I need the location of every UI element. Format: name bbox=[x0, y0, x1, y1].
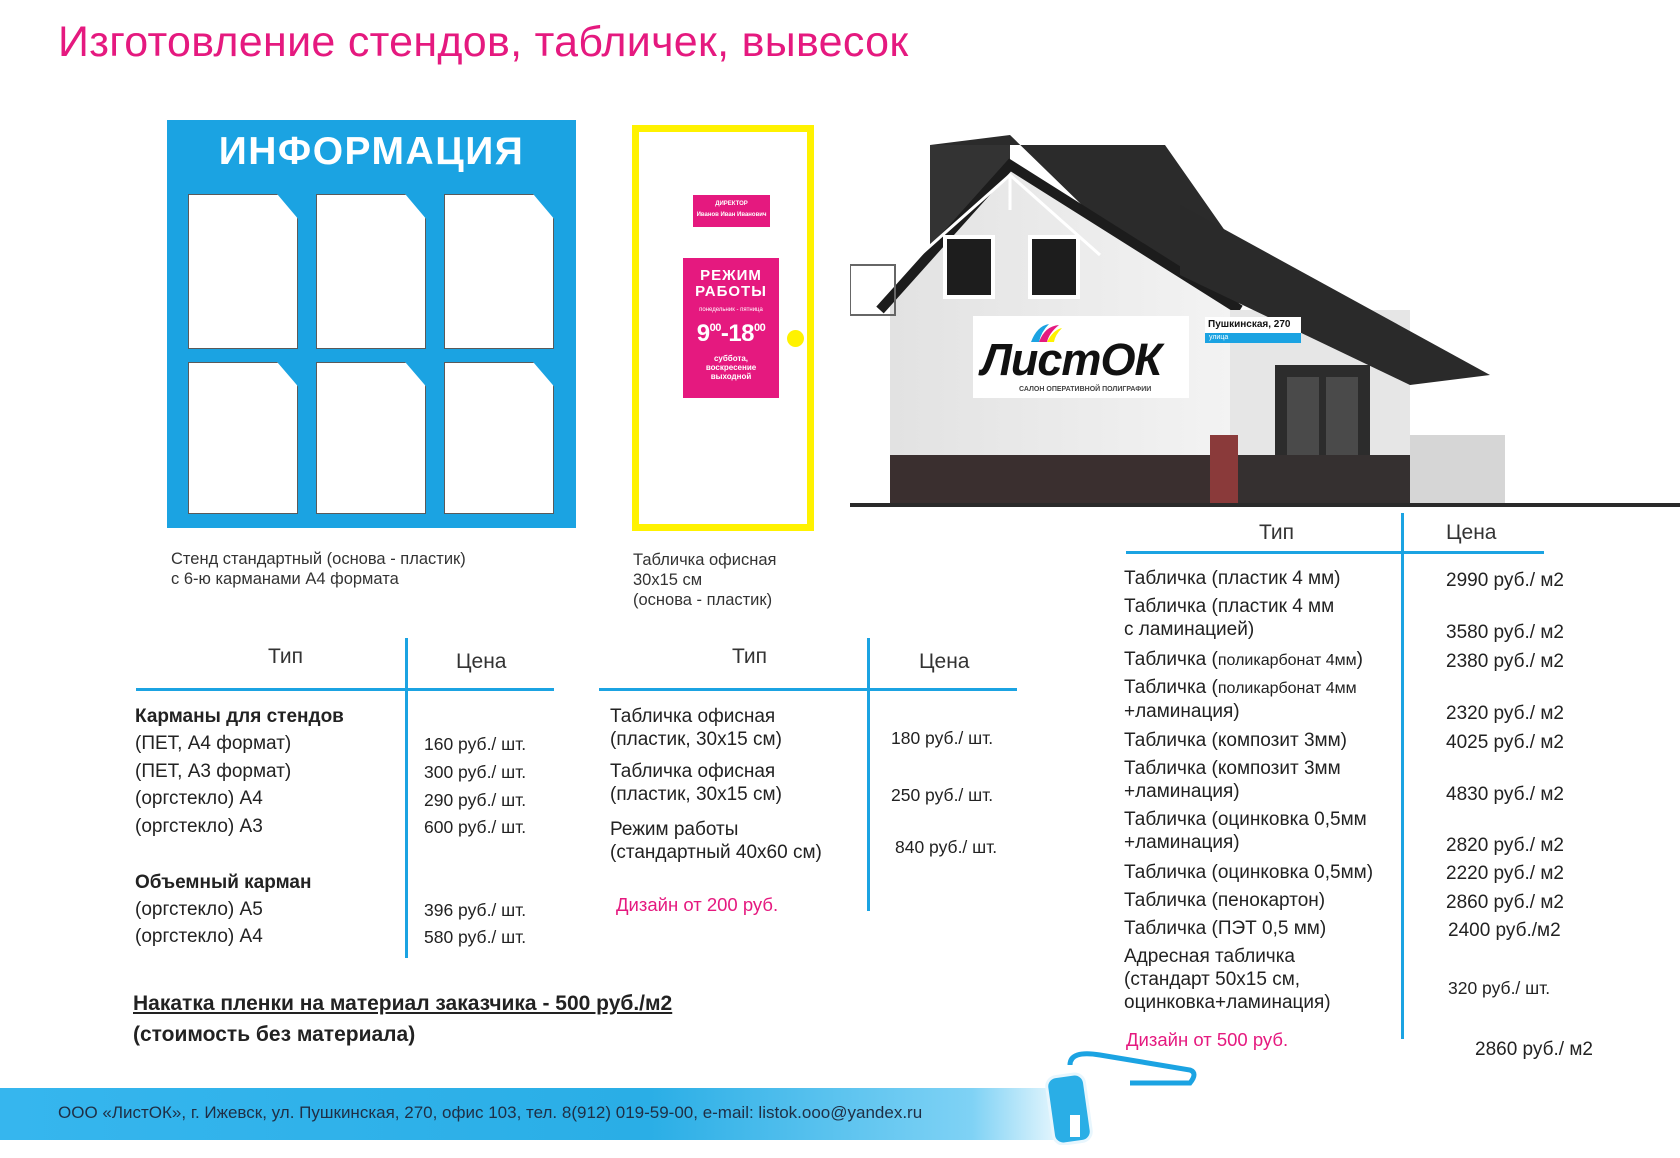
address-plate-line: оцинковка+ламинация) bbox=[1124, 992, 1331, 1013]
stand-pocket bbox=[188, 362, 298, 514]
weekend-line: выходной bbox=[710, 372, 752, 381]
table3-row-text: Табличка (пластик 4 мм bbox=[1124, 596, 1335, 617]
table3-row-text: Табличка (оцинковка 0,5мм bbox=[1124, 809, 1367, 830]
table2-row-line: Табличка офисная bbox=[610, 706, 776, 727]
time-end-hour: 18 bbox=[728, 320, 755, 347]
table3-row-text: Табличка (пенокартон) bbox=[1124, 890, 1326, 911]
table3-header-divider bbox=[1126, 551, 1544, 554]
table2-row-price: 840 руб./ шт. bbox=[895, 837, 998, 857]
table2-row-name bbox=[610, 705, 782, 751]
table3-header-price: Цена bbox=[1446, 521, 1497, 544]
table1-row-price: 290 руб./ шт. bbox=[424, 790, 527, 810]
table3-row-line bbox=[1124, 648, 1363, 672]
table2-row-name bbox=[610, 760, 782, 806]
stand-pocket bbox=[316, 362, 426, 514]
table3-row-line bbox=[1124, 917, 1326, 940]
page-title: Изготовление стендов, табличек, вывесок bbox=[58, 18, 909, 66]
table1-row-name: (оргстекло) А4 bbox=[135, 926, 263, 947]
table3-row-name bbox=[1124, 917, 1326, 940]
table3-row-price: 2380 руб./ м2 bbox=[1446, 651, 1564, 672]
schedule-title bbox=[683, 268, 779, 300]
logo-tagline: САЛОН ОПЕРАТИВНОЙ ПОЛИГРАФИИ bbox=[1019, 386, 1152, 393]
door-caption-line: 30х15 см bbox=[633, 571, 703, 589]
door-caption-line: Табличка офисная bbox=[633, 551, 777, 569]
table1-row-price: 580 руб./ шт. bbox=[424, 927, 527, 947]
time-start-minutes: 00 bbox=[709, 322, 721, 334]
stand-caption-line: с 6-ю карманами А4 формата bbox=[171, 570, 399, 588]
table1-row-name: (оргстекло) А4 bbox=[135, 788, 263, 809]
weekend-line: суббота, bbox=[713, 354, 749, 363]
table3-row-text: ) bbox=[1356, 649, 1363, 670]
schedule-plate bbox=[683, 258, 779, 398]
table3-row-line bbox=[1124, 729, 1347, 752]
table1-column-divider bbox=[405, 638, 408, 958]
address-plate-line: (стандарт 50х15 см, bbox=[1124, 969, 1301, 990]
table1-row-name: (оргстекло) А5 bbox=[135, 899, 263, 920]
table2-design-note: Дизайн от 200 руб. bbox=[616, 894, 779, 915]
table1-header-type: Тип bbox=[268, 645, 304, 668]
table3-row-text-small: поликарбонат 4мм bbox=[1217, 680, 1357, 697]
table3-row-line bbox=[1124, 889, 1325, 912]
table2-row-line: Табличка офисная bbox=[610, 761, 776, 782]
table3-row-line: +ламинация) bbox=[1124, 781, 1240, 802]
table1-header-price: Цена bbox=[456, 650, 507, 673]
schedule-time: $9^{00}-18^{00}$ bbox=[696, 320, 766, 347]
time-start-hour: 9 bbox=[696, 320, 710, 347]
stand-caption bbox=[171, 549, 466, 589]
table3-row-name bbox=[1124, 729, 1347, 752]
table2-row-line: (пластик, 30х15 см) bbox=[610, 784, 782, 805]
table3-header-type: Тип bbox=[1259, 521, 1295, 544]
stand-pocket bbox=[444, 194, 554, 349]
table3-row-line bbox=[1124, 567, 1341, 590]
table2-row-price: 180 руб./ шт. bbox=[891, 728, 994, 748]
table2-row-name bbox=[610, 818, 822, 864]
logo-text: ЛистОК bbox=[981, 334, 1162, 385]
table3-row-price: 2990 руб./ м2 bbox=[1446, 570, 1564, 591]
table3-column-divider bbox=[1401, 513, 1404, 1039]
table3-row-price: 2400 руб./м2 bbox=[1448, 920, 1561, 941]
table2-row-price: 250 руб./ шт. bbox=[891, 785, 994, 805]
address-plate-price: 320 руб./ шт. bbox=[1448, 978, 1551, 998]
schedule-title-line: РЕЖИМ bbox=[700, 267, 762, 284]
table3-row-line bbox=[1124, 676, 1357, 700]
table2-row-line: (пластик, 30х15 см) bbox=[610, 729, 782, 750]
table3-row-text: Табличка ( bbox=[1124, 649, 1218, 670]
table1-group-title: Объемный карман bbox=[135, 872, 312, 893]
address-plate-line: Адресная табличка bbox=[1124, 946, 1295, 967]
table3-row-name bbox=[1124, 595, 1334, 641]
table3-row-price: 3580 руб./ м2 bbox=[1446, 622, 1564, 643]
table3-extra-price: 2860 руб./ м2 bbox=[1475, 1039, 1593, 1060]
table1-row-price: 600 руб./ шт. bbox=[424, 817, 527, 837]
table3-row-text: Табличка (ПЭТ 0,5 мм) bbox=[1124, 918, 1327, 939]
table3-row-text: Табличка (оцинковка 0,5мм) bbox=[1124, 862, 1374, 883]
schedule-weekend bbox=[683, 354, 779, 381]
weekend-line: воскресение bbox=[705, 363, 757, 372]
director-title: ДИРЕКТОР bbox=[715, 201, 748, 207]
table3-row-text-small: поликарбонат 4мм bbox=[1217, 652, 1357, 669]
door-image bbox=[632, 125, 814, 531]
door-caption-line: (основа - пластик) bbox=[633, 591, 773, 609]
table3-row-name bbox=[1124, 861, 1373, 884]
table3-row-price: 2320 руб./ м2 bbox=[1446, 703, 1564, 724]
table2-header-price: Цена bbox=[919, 650, 970, 673]
stand-pocket bbox=[444, 362, 554, 514]
table3-row-name bbox=[1124, 808, 1367, 854]
street-plate-number: Пушкинская, 270 bbox=[1205, 317, 1301, 333]
table3-row-line: с ламинацией) bbox=[1124, 619, 1255, 640]
table2-column-divider bbox=[867, 638, 870, 911]
table1-row-name: (оргстекло) А3 bbox=[135, 816, 263, 837]
stand-pocket bbox=[316, 194, 426, 349]
table2-header-divider bbox=[599, 688, 1017, 691]
table3-row-price: 2860 руб./ м2 bbox=[1446, 892, 1564, 913]
info-stand-image bbox=[167, 120, 576, 528]
table1-row-price: 300 руб./ шт. bbox=[424, 762, 527, 782]
table3-row-name bbox=[1124, 648, 1363, 672]
table3-design-note: Дизайн от 500 руб. bbox=[1126, 1029, 1289, 1050]
director-name: Иванов Иван Иванович bbox=[696, 212, 767, 218]
paint-roller-icon bbox=[1040, 1045, 1200, 1145]
address-plate-name bbox=[1124, 945, 1331, 1014]
table1-group-title: Карманы для стендов bbox=[135, 706, 344, 727]
table3-row-price: 4025 руб./ м2 bbox=[1446, 732, 1564, 753]
table2-header-type: Тип bbox=[732, 645, 768, 668]
table1-row-price: 160 руб./ шт. bbox=[424, 734, 527, 754]
schedule-title-line: РАБОТЫ bbox=[695, 283, 767, 300]
table3-row-price: 2220 руб./ м2 bbox=[1446, 863, 1564, 884]
street-plate-label: улица bbox=[1205, 333, 1301, 343]
footer-contacts: ООО «ЛистОК», г. Ижевск, ул. Пушкинская, 270, офис 103, тел. 8(912) 019-59-00, e-mail: listok.ooo@yandex.ru bbox=[58, 1103, 923, 1122]
table3-row-line bbox=[1124, 757, 1341, 780]
table1-row-price: 396 руб./ шт. bbox=[424, 900, 527, 920]
table3-row-price: 4830 руб./ м2 bbox=[1446, 784, 1564, 805]
lamination-note-sub: (стоимость без материала) bbox=[133, 1023, 416, 1046]
table3-row-name bbox=[1124, 567, 1341, 590]
stand-heading: ИНФОРМАЦИЯ bbox=[218, 130, 525, 173]
table2-row-line: (стандартный 40х60 см) bbox=[610, 842, 822, 863]
table1-row-name: (ПЕТ, А3 формат) bbox=[135, 761, 292, 782]
table1-header-divider bbox=[136, 688, 554, 691]
stand-caption-line: Стенд стандартный (основа - пластик) bbox=[171, 550, 466, 568]
door-knob bbox=[787, 330, 804, 347]
table1-row-name: (ПЕТ, А4 формат) bbox=[135, 733, 292, 754]
table2-row-line: Режим работы bbox=[610, 819, 739, 840]
table3-row-line: +ламинация) bbox=[1124, 832, 1240, 853]
lamination-note: Накатка пленки на материал заказчика - 500 руб./м2 bbox=[133, 992, 673, 1015]
table3-row-name bbox=[1124, 757, 1341, 803]
table3-row-name bbox=[1124, 889, 1325, 912]
table3-row-line bbox=[1124, 595, 1334, 618]
time-end-minutes: 00 bbox=[754, 322, 766, 334]
table3-row-line bbox=[1124, 808, 1367, 831]
table3-row-text: Табличка ( bbox=[1124, 677, 1218, 698]
table3-row-text: Табличка (пластик 4 мм) bbox=[1124, 568, 1341, 589]
table3-row-name bbox=[1124, 676, 1357, 723]
schedule-weekdays: понедельник - пятница bbox=[699, 307, 763, 313]
door-plate-caption bbox=[633, 550, 776, 610]
director-plate bbox=[693, 195, 770, 227]
table3-row-text: Табличка (композит 3мм) bbox=[1124, 730, 1347, 751]
table3-row-price: 2820 руб./ м2 bbox=[1446, 835, 1564, 856]
stand-pocket bbox=[188, 194, 298, 349]
table3-row-line bbox=[1124, 861, 1373, 884]
table3-row-line: +ламинация) bbox=[1124, 701, 1240, 722]
shop-sign bbox=[973, 316, 1189, 398]
table3-row-text: Табличка (композит 3мм bbox=[1124, 758, 1341, 779]
